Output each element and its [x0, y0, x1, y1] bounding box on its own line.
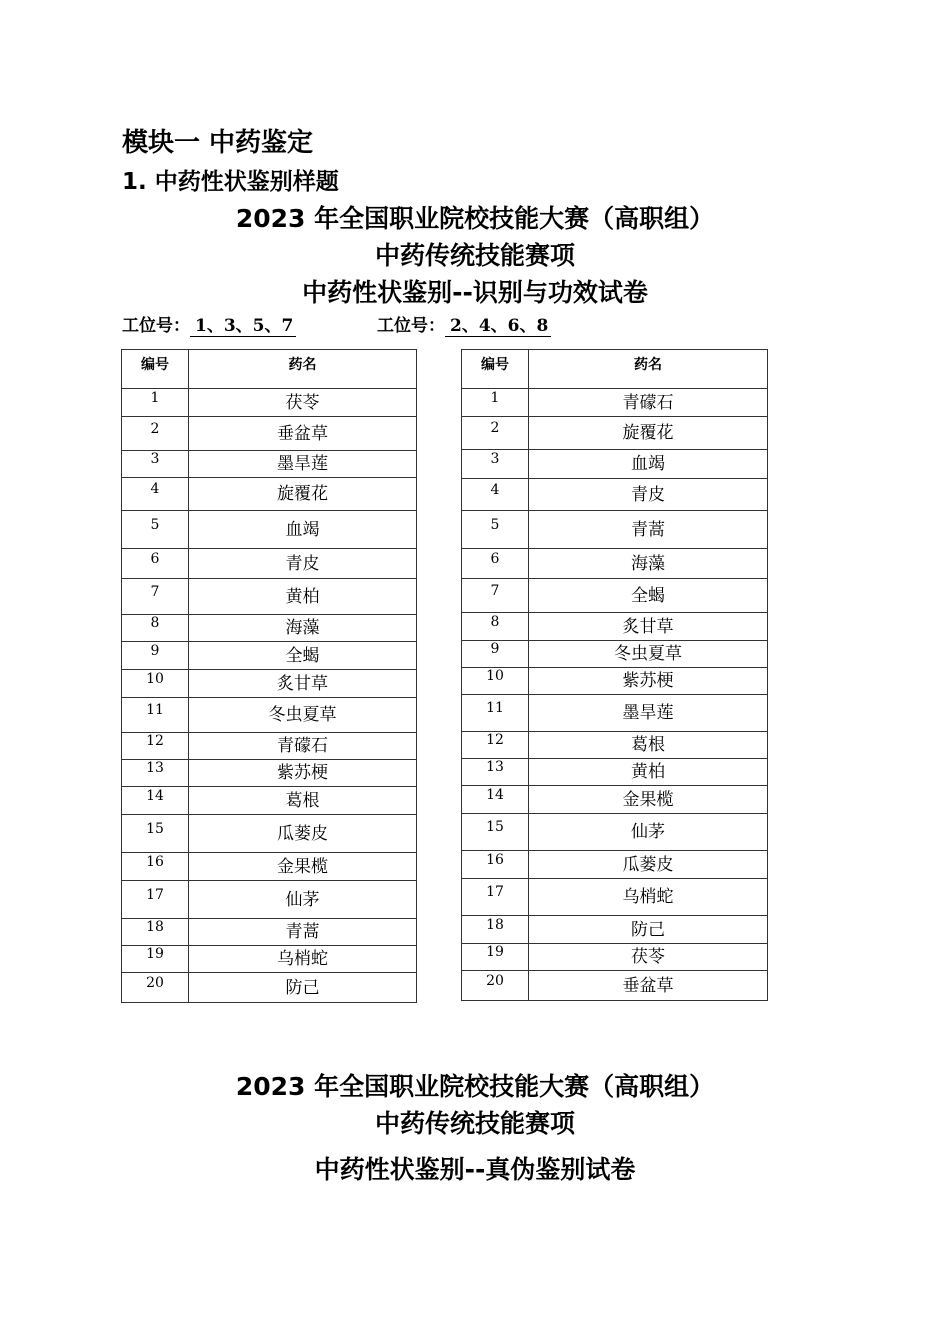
drug-name: 青皮 [189, 549, 417, 579]
drug-name: 冬虫夏草 [189, 698, 417, 733]
table-row [122, 511, 417, 549]
table-row [462, 417, 768, 450]
table-row [462, 732, 768, 759]
drug-name: 葛根 [189, 787, 417, 815]
header-number: 编号 [462, 350, 529, 389]
drug-name: 紫苏梗 [529, 668, 768, 695]
drug-name: 旋覆花 [189, 478, 417, 511]
row-number: 2 [122, 417, 189, 451]
drug-name: 仙茅 [189, 881, 417, 919]
drug-name: 防己 [529, 916, 768, 944]
drug-name: 海藻 [189, 615, 417, 642]
table-header-row [462, 350, 768, 389]
table-row [462, 641, 768, 668]
drug-name: 血竭 [189, 511, 417, 549]
table-body [462, 389, 768, 1001]
drug-name: 垂盆草 [189, 417, 417, 451]
header-number: 编号 [122, 350, 189, 389]
row-number: 16 [462, 851, 529, 879]
table-row [122, 698, 417, 733]
drug-name: 金果榄 [189, 853, 417, 881]
table-row [122, 760, 417, 787]
station-label: 工位号： [122, 316, 190, 336]
row-number: 9 [462, 641, 529, 668]
row-number: 17 [122, 881, 189, 919]
drug-name: 黄柏 [189, 579, 417, 615]
table-row [122, 787, 417, 815]
row-number: 3 [122, 451, 189, 478]
table-row [122, 815, 417, 853]
section-title: 1. 中药性状鉴别样题 [122, 169, 339, 195]
row-number: 19 [462, 944, 529, 971]
drug-name: 炙甘草 [189, 670, 417, 698]
competition-title: 2023 年全国职业院校技能大赛（高职组） [235, 204, 715, 233]
drug-name: 青蒿 [529, 511, 768, 549]
table-body [122, 389, 417, 1003]
row-number: 4 [122, 478, 189, 511]
drug-table-2 [461, 349, 768, 1001]
table-row [462, 814, 768, 851]
drug-name: 海藻 [529, 549, 768, 579]
drug-name: 冬虫夏草 [529, 641, 768, 668]
row-number: 20 [462, 971, 529, 1001]
table-row [462, 971, 768, 1001]
drug-name: 垂盆草 [529, 971, 768, 1001]
drug-name: 瓜蒌皮 [189, 815, 417, 853]
row-number: 13 [462, 759, 529, 786]
drug-name: 茯苓 [529, 944, 768, 971]
drug-name: 乌梢蛇 [529, 879, 768, 916]
table-row [122, 615, 417, 642]
row-number: 15 [122, 815, 189, 853]
row-number: 6 [462, 549, 529, 579]
row-number: 5 [122, 511, 189, 549]
table-row [462, 511, 768, 549]
table-row [462, 916, 768, 944]
station-label: 工位号： [377, 316, 445, 336]
row-number: 7 [122, 579, 189, 615]
drug-name: 血竭 [529, 450, 768, 479]
drug-name: 金果榄 [529, 786, 768, 814]
row-number: 2 [462, 417, 529, 450]
drug-name: 全蝎 [529, 579, 768, 613]
table-row [122, 417, 417, 451]
table-row [462, 479, 768, 511]
row-number: 11 [122, 698, 189, 733]
header-name: 药名 [189, 350, 417, 389]
drug-name: 墨旱莲 [529, 695, 768, 732]
row-number: 11 [462, 695, 529, 732]
drug-name: 葛根 [529, 732, 768, 759]
row-number: 10 [122, 670, 189, 698]
table-row [122, 478, 417, 511]
row-number: 1 [122, 389, 189, 417]
event-title-2: 中药传统技能赛项 [374, 1109, 575, 1138]
drug-name: 旋覆花 [529, 417, 768, 450]
row-number: 14 [462, 786, 529, 814]
table-header-row [122, 350, 417, 389]
drug-name: 青礞石 [189, 733, 417, 760]
table-row [122, 549, 417, 579]
drug-name: 黄柏 [529, 759, 768, 786]
drug-name: 乌梢蛇 [189, 946, 417, 973]
table-row [122, 733, 417, 760]
table-row [122, 670, 417, 698]
table-row [122, 579, 417, 615]
drug-name: 全蝎 [189, 642, 417, 670]
row-number: 12 [122, 733, 189, 760]
row-number: 12 [462, 732, 529, 759]
paper-title: 中药性状鉴别--识别与功效试卷 [302, 278, 648, 307]
station-group-2 [377, 316, 551, 336]
module-title: 模块一 中药鉴定 [122, 128, 314, 158]
drug-name: 青皮 [529, 479, 768, 511]
row-number: 20 [122, 973, 189, 1003]
drug-name: 防己 [189, 973, 417, 1003]
table-row [462, 759, 768, 786]
row-number: 18 [122, 919, 189, 946]
table-row [122, 946, 417, 973]
row-number: 5 [462, 511, 529, 549]
table-row [122, 389, 417, 417]
drug-name: 青蒿 [189, 919, 417, 946]
row-number: 9 [122, 642, 189, 670]
row-number: 3 [462, 450, 529, 479]
drug-table-1 [121, 349, 417, 1003]
drug-name: 茯苓 [189, 389, 417, 417]
table-row [462, 944, 768, 971]
table-row [122, 973, 417, 1003]
drug-name: 仙茅 [529, 814, 768, 851]
row-number: 1 [462, 389, 529, 417]
row-number: 8 [122, 615, 189, 642]
table-row [462, 613, 768, 641]
table-row [462, 549, 768, 579]
table-row [462, 450, 768, 479]
table-row [462, 879, 768, 916]
row-number: 18 [462, 916, 529, 944]
table-row [462, 851, 768, 879]
table-row [462, 389, 768, 417]
table-row [122, 451, 417, 478]
row-number: 8 [462, 613, 529, 641]
row-number: 15 [462, 814, 529, 851]
drug-name: 炙甘草 [529, 613, 768, 641]
header-name: 药名 [529, 350, 768, 389]
table-row [122, 642, 417, 670]
row-number: 13 [122, 760, 189, 787]
row-number: 19 [122, 946, 189, 973]
paper-title-2: 中药性状鉴别--真伪鉴别试卷 [314, 1155, 636, 1184]
station-group-1 [122, 316, 296, 336]
station-numbers: 2、4、6、8 [445, 316, 551, 337]
row-number: 10 [462, 668, 529, 695]
competition-title-2: 2023 年全国职业院校技能大赛（高职组） [235, 1072, 715, 1101]
table-row [122, 853, 417, 881]
table-row [462, 695, 768, 732]
row-number: 6 [122, 549, 189, 579]
row-number: 16 [122, 853, 189, 881]
table-row [462, 786, 768, 814]
drug-name: 墨旱莲 [189, 451, 417, 478]
table-row [122, 919, 417, 946]
row-number: 14 [122, 787, 189, 815]
table-row [462, 668, 768, 695]
row-number: 7 [462, 579, 529, 613]
event-title: 中药传统技能赛项 [374, 241, 575, 270]
row-number: 4 [462, 479, 529, 511]
row-number: 17 [462, 879, 529, 916]
station-numbers: 1、3、5、7 [190, 316, 296, 337]
table-row [122, 881, 417, 919]
drug-name: 瓜蒌皮 [529, 851, 768, 879]
drug-name: 青礞石 [529, 389, 768, 417]
table-row [462, 579, 768, 613]
drug-name: 紫苏梗 [189, 760, 417, 787]
